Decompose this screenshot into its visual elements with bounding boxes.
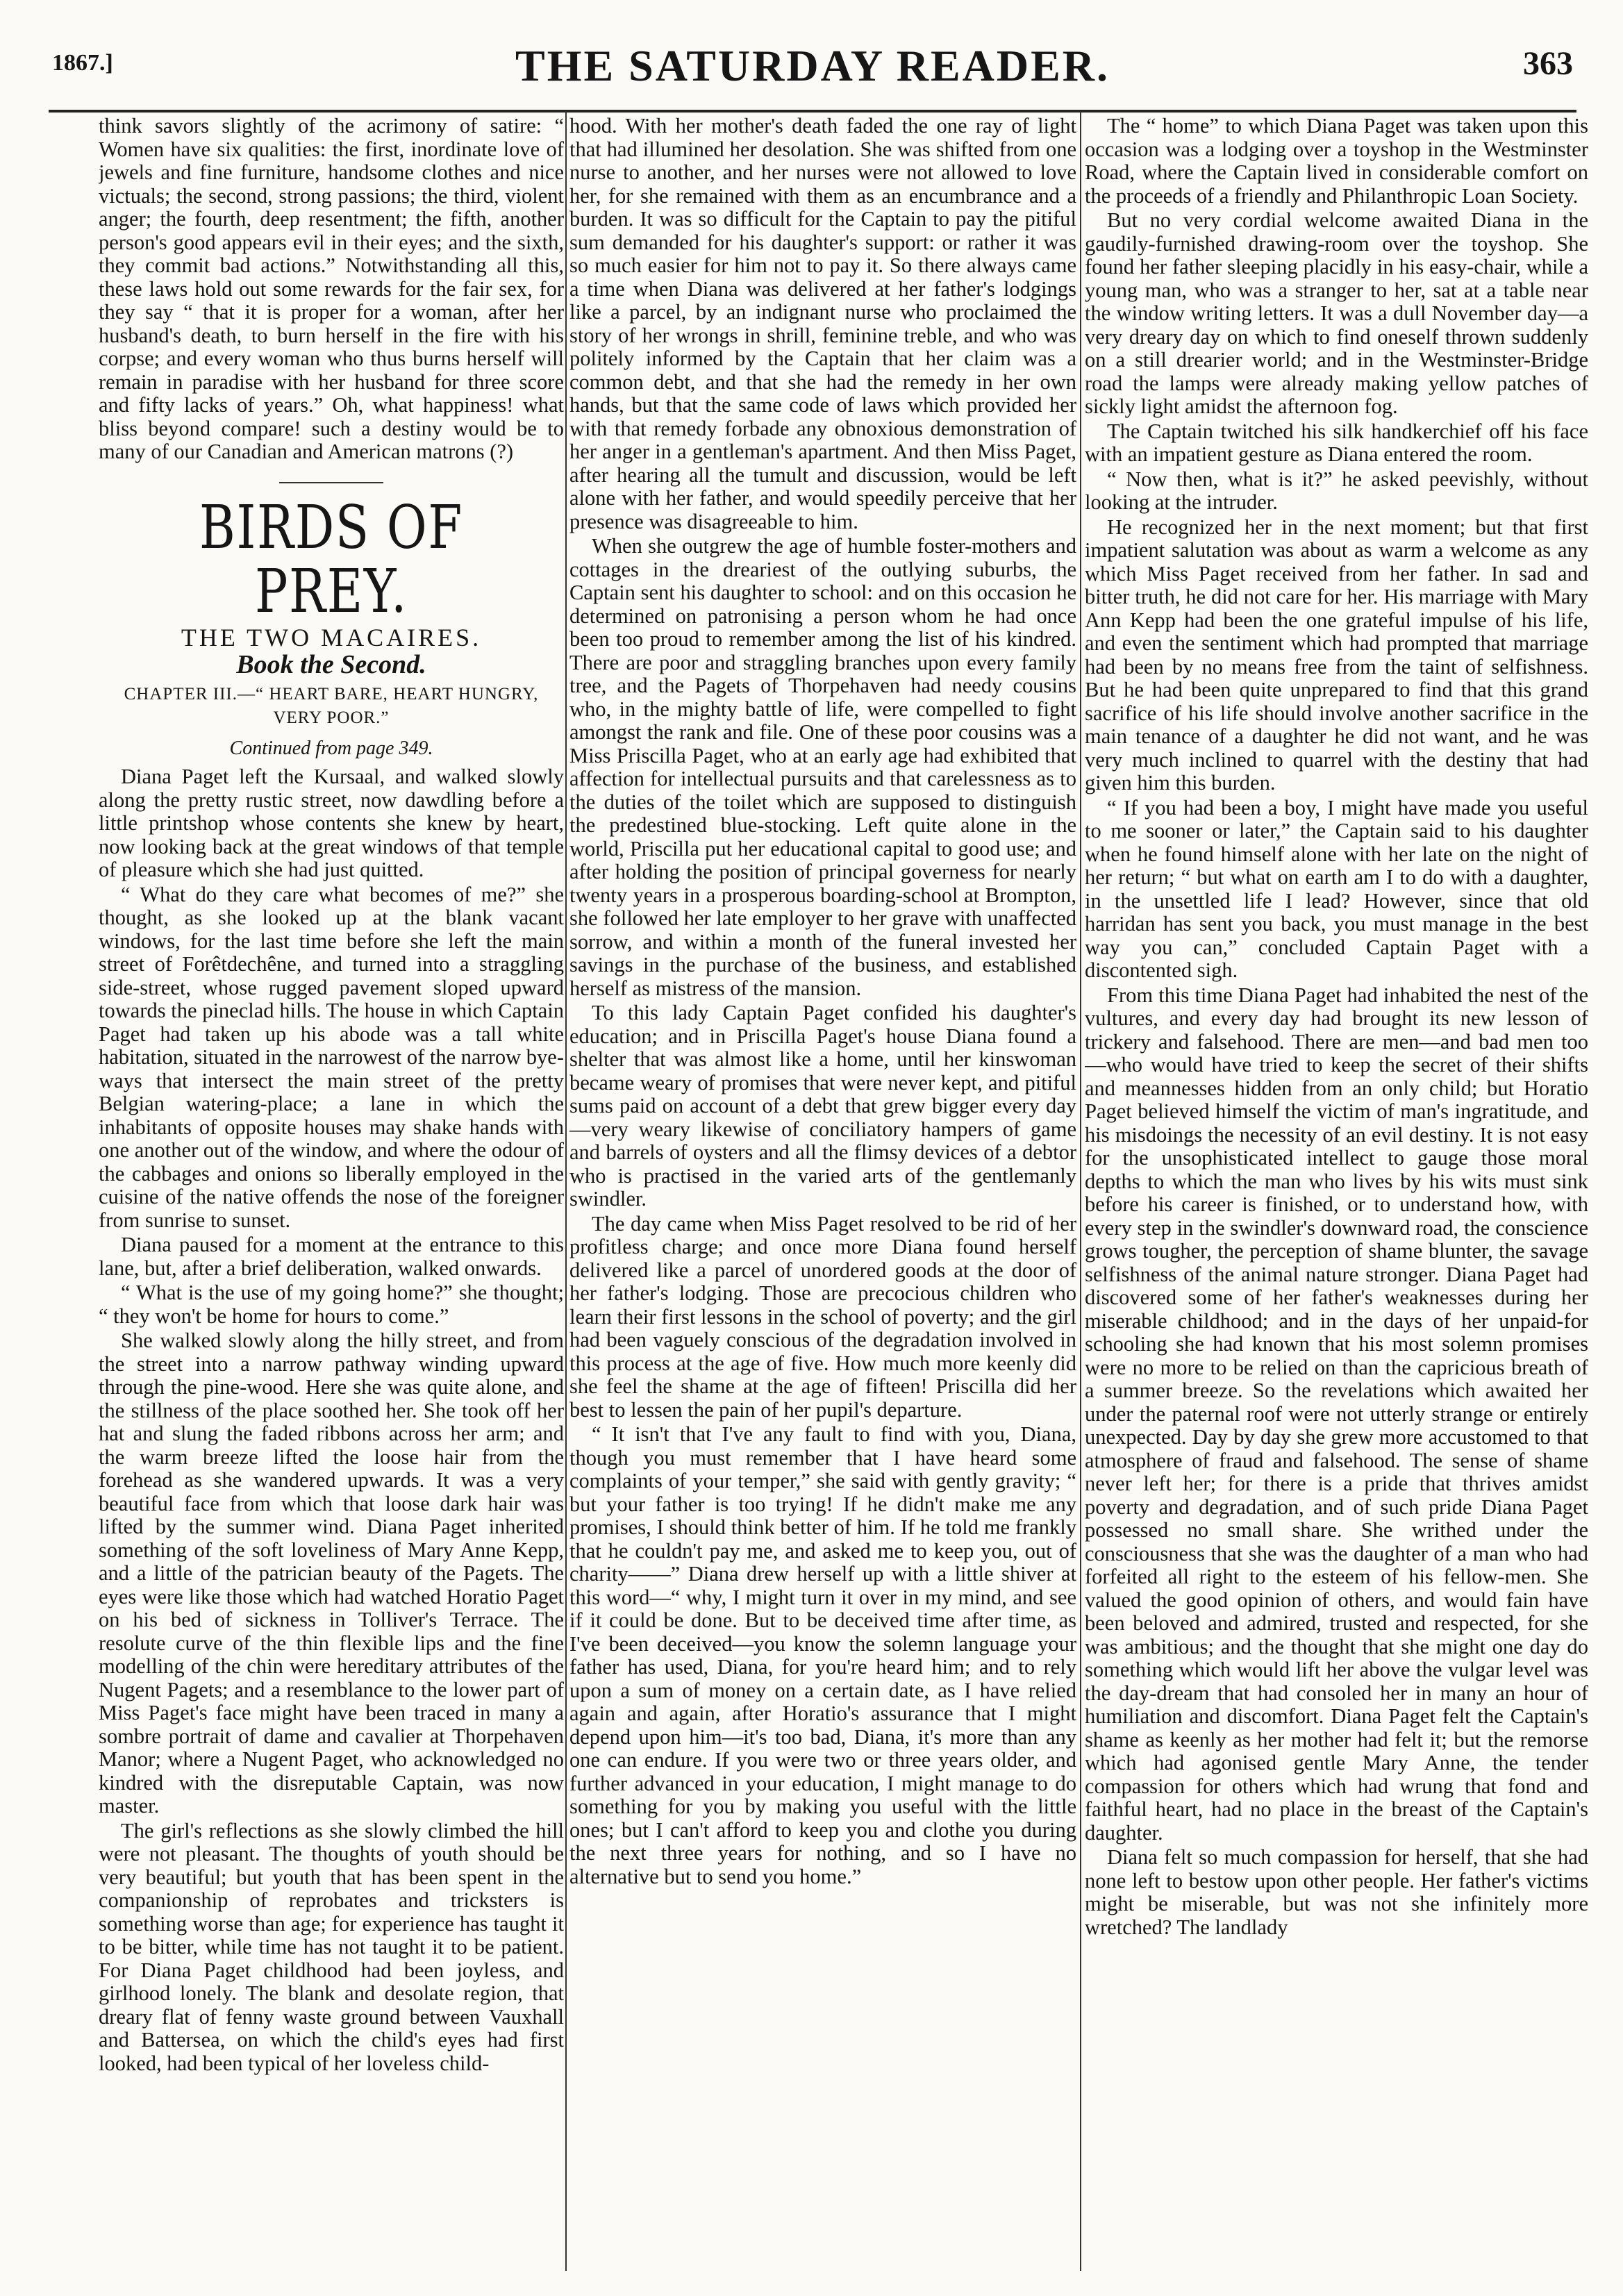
paragraph: The Captain twitched his silk handkerchief off his face with an impatient gesture as Diana entered the room. <box>1085 419 1588 466</box>
page-number: 363 <box>1523 45 1573 82</box>
paragraph: “ Now then, what is it?” he asked peevishly, without looking at the intruder. <box>1085 467 1588 514</box>
story-subtitle: THE TWO MACAIRES. <box>181 623 482 651</box>
paragraph: She walked slowly along the hilly street, and from the street into a narrow pathway winding upward through the pine-wood. Here she was quite alone, and the stillness of the place soothed her. She took off her hat and slung the faded ribbons across her arm; and the warm breeze lifted the loose hair from the forehead as she wandered upwards. It was a very beautiful face from which that loose dark hair was lifted by the summer wind. Diana Paget inherited something of the soft loveliness of Mary Anne Kepp, and a little of the patrician beauty of the Pagets. The eyes were like those which had watched Horatio Paget on his bed of sickness in Tolliver's Terrace. The resolute curve of the thin flexible lips and the fine modelling of the chin were hereditary attributes of the Nugent Pagets; and a resemblance to the lower part of Miss Paget's face might have been traced in many a sombre portrait of dame and cavalier at Thorpehaven Manor; where a Nugent Paget, who acknowledged no kindred with the disreputable Captain, was now master. <box>99 1329 564 1817</box>
column-divider-1 <box>565 111 567 2271</box>
paragraph: “ What do they care what becomes of me?” she thought, as she looked up at the blank vacant windows, for the last time before she left the main street of Forêtdechêne, and turned into a straggling side-street, whose rugged pavement sloped upward towards the pineclad hills. The house in which Captain Paget had taken up his abode was a tall white habitation, situated in the narrowest of the narrow bye-ways that intersect the main street of the pretty Belgian watering-place; a lane in which the inhabitants of opposite houses may shake hands with one another out of the window, and where the odour of the cabbages and onions so liberally employed in the cuisine of the native offends the nose of the foreigner from sunrise to sunset. <box>99 882 564 1232</box>
masthead-title: THE SATURDAY READER. <box>515 41 1110 90</box>
header-rule <box>49 110 1576 113</box>
paragraph: Diana Paget left the Kursaal, and walked slowly along the pretty rustic street, now dawdling before a little printshop whose contents she knew by heart, now looking back at the great windows of that temple of pleasure which she had just quitted. <box>99 765 564 881</box>
continued-note: Continued from page 349. <box>229 737 433 759</box>
story-title: BIRDS OF PREY. <box>199 492 463 626</box>
paragraph: From this time Diana Paget had inhabited the nest of the vultures, and every day had brought its new lesson of trickery and falsehood. There are men—and bad men too—who would have tried to keep the secret of their shifts and meannesses hidden from an only child; but Horatio Paget believed himself the victim of man's ingratitude, and his misdoings the necessity of an evil destiny. It is not easy for the unsophisticated intellect to gauge those moral depths to which the man who lives by his wits must sink before his career is finished, or to understand how, with every step in the swindler's downward road, the conscience grows tougher, the perception of shame blunter, the savage selfishness of the animal nature stronger. Diana Paget had discovered some of her father's weaknesses during her miserable childhood; and in the days of her unpaid-for schooling she had known that his most solemn promises were no more to be relied on than the capricious breath of a summer breeze. So the revelations which awaited her under the paternal roof were not utterly strange or entirely unexpected. Day by day she grew more accustomed to that atmosphere of fraud and falsehood. The sense of shame never left her; for there is a pride that thrives amidst poverty and degradation, and of such pride Diana Paget possessed no small share. She writhed under the consciousness that she was the daughter of a man who had forfeited all right to the esteem of his fellow-men. She valued the good opinion of others, and would fain have been beloved and admired, trusted and respected, for she was ambitious; and the thought that she might one day do something which would lift her above the vulgar level was the day-dream that had consoled her in many an hour of humiliation and discomfort. Diana Paget felt the Captain's shame as keenly as her mother had felt it; but the remorse which had agonised gentle Mary Anne, the tender compassion for others which had wrung that fond and faithful heart, had no place in the breast of the Captain's daughter. <box>1085 983 1588 1845</box>
paragraph: hood. With her mother's death faded the one ray of light that had illumined her desolation. She was shifted from one nurse to another, and her nurses were not allowed to love her, for she remained with them as an encumbrance and a burden. It was so difficult for the Captain to pay the pitiful sum demanded for his daughter's support: or rather it was so much easier for him not to pay it. So there always came a time when Diana was delivered at her father's lodgings like a parcel, by an indignant nurse who proclaimed the story of her wrongs in shrill, feminine treble, and who was politely informed by the Captain that her claim was a common debt, and that she had the remedy in her own hands, but that the same code of laws which provided her with that remedy forbade any obnoxious demonstration of her anger in a gentleman's apartment. And then Miss Paget, after hearing all the tumult and discussion, would be left alone with her father, and would speedily perceive that her presence was disagreeable to him. <box>569 115 1076 533</box>
column-2 <box>569 115 1076 2268</box>
chapter-heading: CHAPTER III.—“ HEART BARE, HEART HUNGRY, VERY POOR.” <box>124 684 539 727</box>
paragraph: Diana felt so much compassion for herself, that she had none left to bestow upon other people. Her father's victims might be miserable, but was not she infinitely more wretched? The landlady <box>1085 1845 1588 1939</box>
paragraph: To this lady Captain Paget confided his daughter's education; and in Priscilla Paget's house Diana found a shelter that was almost like a home, until her kinswoman became weary of promises that were never kept, and pitiful sums paid on account of a debt that grew bigger every day—very weary likewise of conciliatory hampers of game and barrels of oysters and all the flimsy devices of a debtor who is practised in the varied arts of the gentlemanly swindler. <box>569 1001 1076 1211</box>
paragraph: The day came when Miss Paget resolved to be rid of her profitless charge; and once more Diana found herself delivered like a parcel of unordered goods at the door of her father's lodging. Those are precocious children who learn their first lessons in the school of poverty; and the girl had been vaguely conscious of the degradation involved in this process at the age of five. How much more keenly did she feel the shame at the age of fifteen! Priscilla did her best to lessen the pain of her pupil's departure. <box>569 1211 1076 1422</box>
column-3 <box>1085 115 1588 2268</box>
paragraph: But no very cordial welcome awaited Diana in the gaudily-furnished drawing-room over the toyshop. She found her father sleeping placidly in his easy-chair, while a young man, who was a stranger to her, sat at a table near the window writing letters. It was a dull November day—a very dreary day on which to find oneself thrown suddenly on a still drearier world; and in the Westminster-Bridge road the lamps were already making yellow patches of sickly light amidst the afternoon fog. <box>1085 208 1588 418</box>
section-separator <box>279 482 383 483</box>
paragraph: “ It isn't that I've any fault to find with you, Diana, though you must remember that I have heard some complaints of your temper,” she said with gently gravity; “ but your father is too trying! If he didn't make me any promises, I should think better of him. If he told me frankly that he couldn't pay me, and asked me to keep you, out of charity——” Diana drew herself up with a little shiver at this word—“ why, I might turn it over in my mind, and see if it could be done. But to be deceived time after time, as I've been deceived—you know the solemn language your father has used, Diana, for you're heard him; and to rely upon a sum of money on a certain date, as I have relied again and again, after Horatio's assurance that I might depend upon him—it's too bad, Diana, it's more than any one can endure. If you were two or three years older, and further advanced in your education, I might manage to do something for you by making you useful with the little ones; but I can't afford to keep you and clothe you during the next three years for nothing, and so I have no alternative but to send you home.” <box>569 1422 1076 1888</box>
paragraph: Diana paused for a moment at the entrance to this lane, but, after a brief deliberation, walked onwards. <box>99 1233 564 1280</box>
column-1 <box>99 115 564 2268</box>
paragraph: “ What is the use of my going home?” she thought; “ they won't be home for hours to come.” <box>99 1281 564 1328</box>
paragraph: He recognized her in the next moment; but that first impatient salutation was about as warm a welcome as any which Miss Paget received from her father. In sad and bitter truth, he did not care for her. His marriage with Mary Ann Kepp had been the one grateful impulse of his life, and even the sentiment which had prompted that marriage had been by no means free from the taint of selfishness. But he had been quite unprepared to find that this grand sacrifice of his life should involve another sacrifice in the main tenance of a daughter he did not want, and he was very much inclined to quarrel with the destiny that had given him this burden. <box>1085 515 1588 795</box>
paragraph: The girl's reflections as she slowly climbed the hill were not pleasant. The thoughts of youth should be very beautiful; but youth that has been spent in the companionship of reprobates and tricksters is something worse than age; for experience has taught it to be bitter, while time has not taught it to be patient. For Diana Paget childhood had been joyless, and girlhood lonely. The blank and desolate region, that dreary flat of fenny waste ground between Vauxhall and Battersea, on which the child's eyes had first looked, had been typical of her loveless child- <box>99 1818 564 2075</box>
page-header <box>52 40 1573 103</box>
book-heading: Book the Second. <box>236 650 426 679</box>
paragraph: When she outgrew the age of humble foster-mothers and cottages in the dreariest of the outlying suburbs, the Captain sent his daughter to school: and on this occasion he determined on patronising a person whom he had once been too proud to remember among the list of his kindred. There are poor and straggling branches upon every family tree, and the Pagets of Thorpehaven had needy cousins who, in the mighty battle of life, were compelled to fight amongst the rank and file. One of these poor cousins was a Miss Priscilla Paget, who at an early age had exhibited that affection for intellectual pursuits and that carelessness as to the duties of the toilet which are supposed to distinguish the predestined blue-stocking. Left quite alone in the world, Priscilla put her educational capital to good use; and after holding the position of principal governess for nearly twenty years in a prosperous boarding-school at Brompton, she followed her late employer to her grave with unaffected sorrow, and within a month of the funeral invested her savings in the purchase of the business, and established herself as mistress of the mansion. <box>569 534 1076 1000</box>
header-year: 1867.] <box>52 50 113 76</box>
column-divider-2 <box>1080 111 1081 2271</box>
paragraph: think savors slightly of the acrimony of satire: “ Women have six qualities: the first, inordinate love of jewels and fine furniture, handsome clothes and nice victuals; the second, strong passions; the third, violent anger; the fourth, deep resentment; the fifth, another person's good appears evil in their eyes; and the sixth, they commit bad actions.” Notwithstanding all this, these laws hold out some rewards for the fair sex, for they say “ that it is proper for a woman, after her husband's death, to burn herself in the fire with his corpse; and every woman who thus burns herself will remain in paradise with her husband for three score and fifty lacks of years.” Oh, what happiness! what bliss beyond compare! such a destiny would be to many of our Canadian and American matrons (?) <box>99 115 564 463</box>
paragraph: “ If you had been a boy, I might have made you useful to me sooner or later,” the Captain said to his daughter when he found himself alone with her late on the night of her return; “ but what on earth am I to do with a daughter, in the unsettled life I lead? However, since that old harridan has sent you back, you must manage in the best way you can,” concluded Captain Paget with a discontented sigh. <box>1085 795 1588 982</box>
paragraph: The “ home” to which Diana Paget was taken upon this occasion was a lodging over a toyshop in the Westminster Road, where the Captain lived in considerable comfort on the proceeds of a friendly and Philanthropic Loan Society. <box>1085 115 1588 208</box>
